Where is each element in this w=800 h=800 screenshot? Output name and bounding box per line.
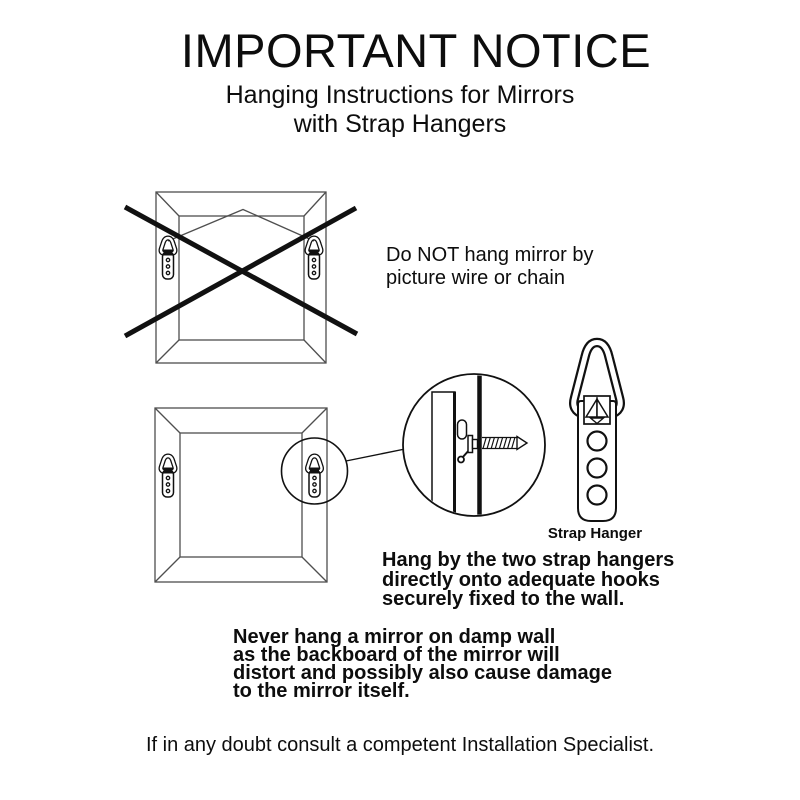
caption-line: picture wire or chain — [386, 267, 565, 289]
caption-line: Never hang a mirror on damp wall — [233, 626, 556, 648]
magnified-hook-detail — [403, 374, 545, 517]
crossed-mirror-diagram — [125, 192, 357, 363]
subtitle-line: with Strap Hangers — [293, 110, 507, 138]
footer-advice: If in any doubt consult a competent Installation Specialist. — [145, 734, 655, 756]
caption-line: to the mirror itself. — [233, 680, 410, 702]
strap-hanger-label: Strap Hanger — [547, 525, 643, 542]
caption-line: as the backboard of the mirror will — [233, 644, 560, 666]
damp-wall-warning — [233, 628, 612, 700]
strap-crimp — [584, 396, 610, 424]
page-title: IMPORTANT NOTICE — [180, 24, 652, 77]
caption-line: Do NOT hang mirror by — [386, 244, 594, 266]
callout-connector-line — [346, 449, 405, 461]
caption-line: directly onto adequate hooks — [382, 568, 660, 591]
wire-warning-caption — [386, 244, 593, 290]
hang-instruction-caption — [382, 551, 674, 610]
strap-hole — [588, 459, 607, 478]
caption-line: securely fixed to the wall. — [382, 588, 625, 610]
strap-hung-mirror-diagram — [155, 408, 348, 582]
subtitle-line: Hanging Instructions for Mirrors — [225, 81, 575, 109]
caption-line: distort and possibly also cause damage — [233, 662, 613, 684]
strap-side-view — [458, 420, 467, 439]
frame-edge-profile — [432, 392, 455, 513]
strap-hole — [588, 432, 607, 451]
strap-hole — [588, 486, 607, 505]
strap-hanger-illustration — [574, 343, 621, 522]
caption-line: Hang by the two strap hangers — [382, 549, 675, 571]
